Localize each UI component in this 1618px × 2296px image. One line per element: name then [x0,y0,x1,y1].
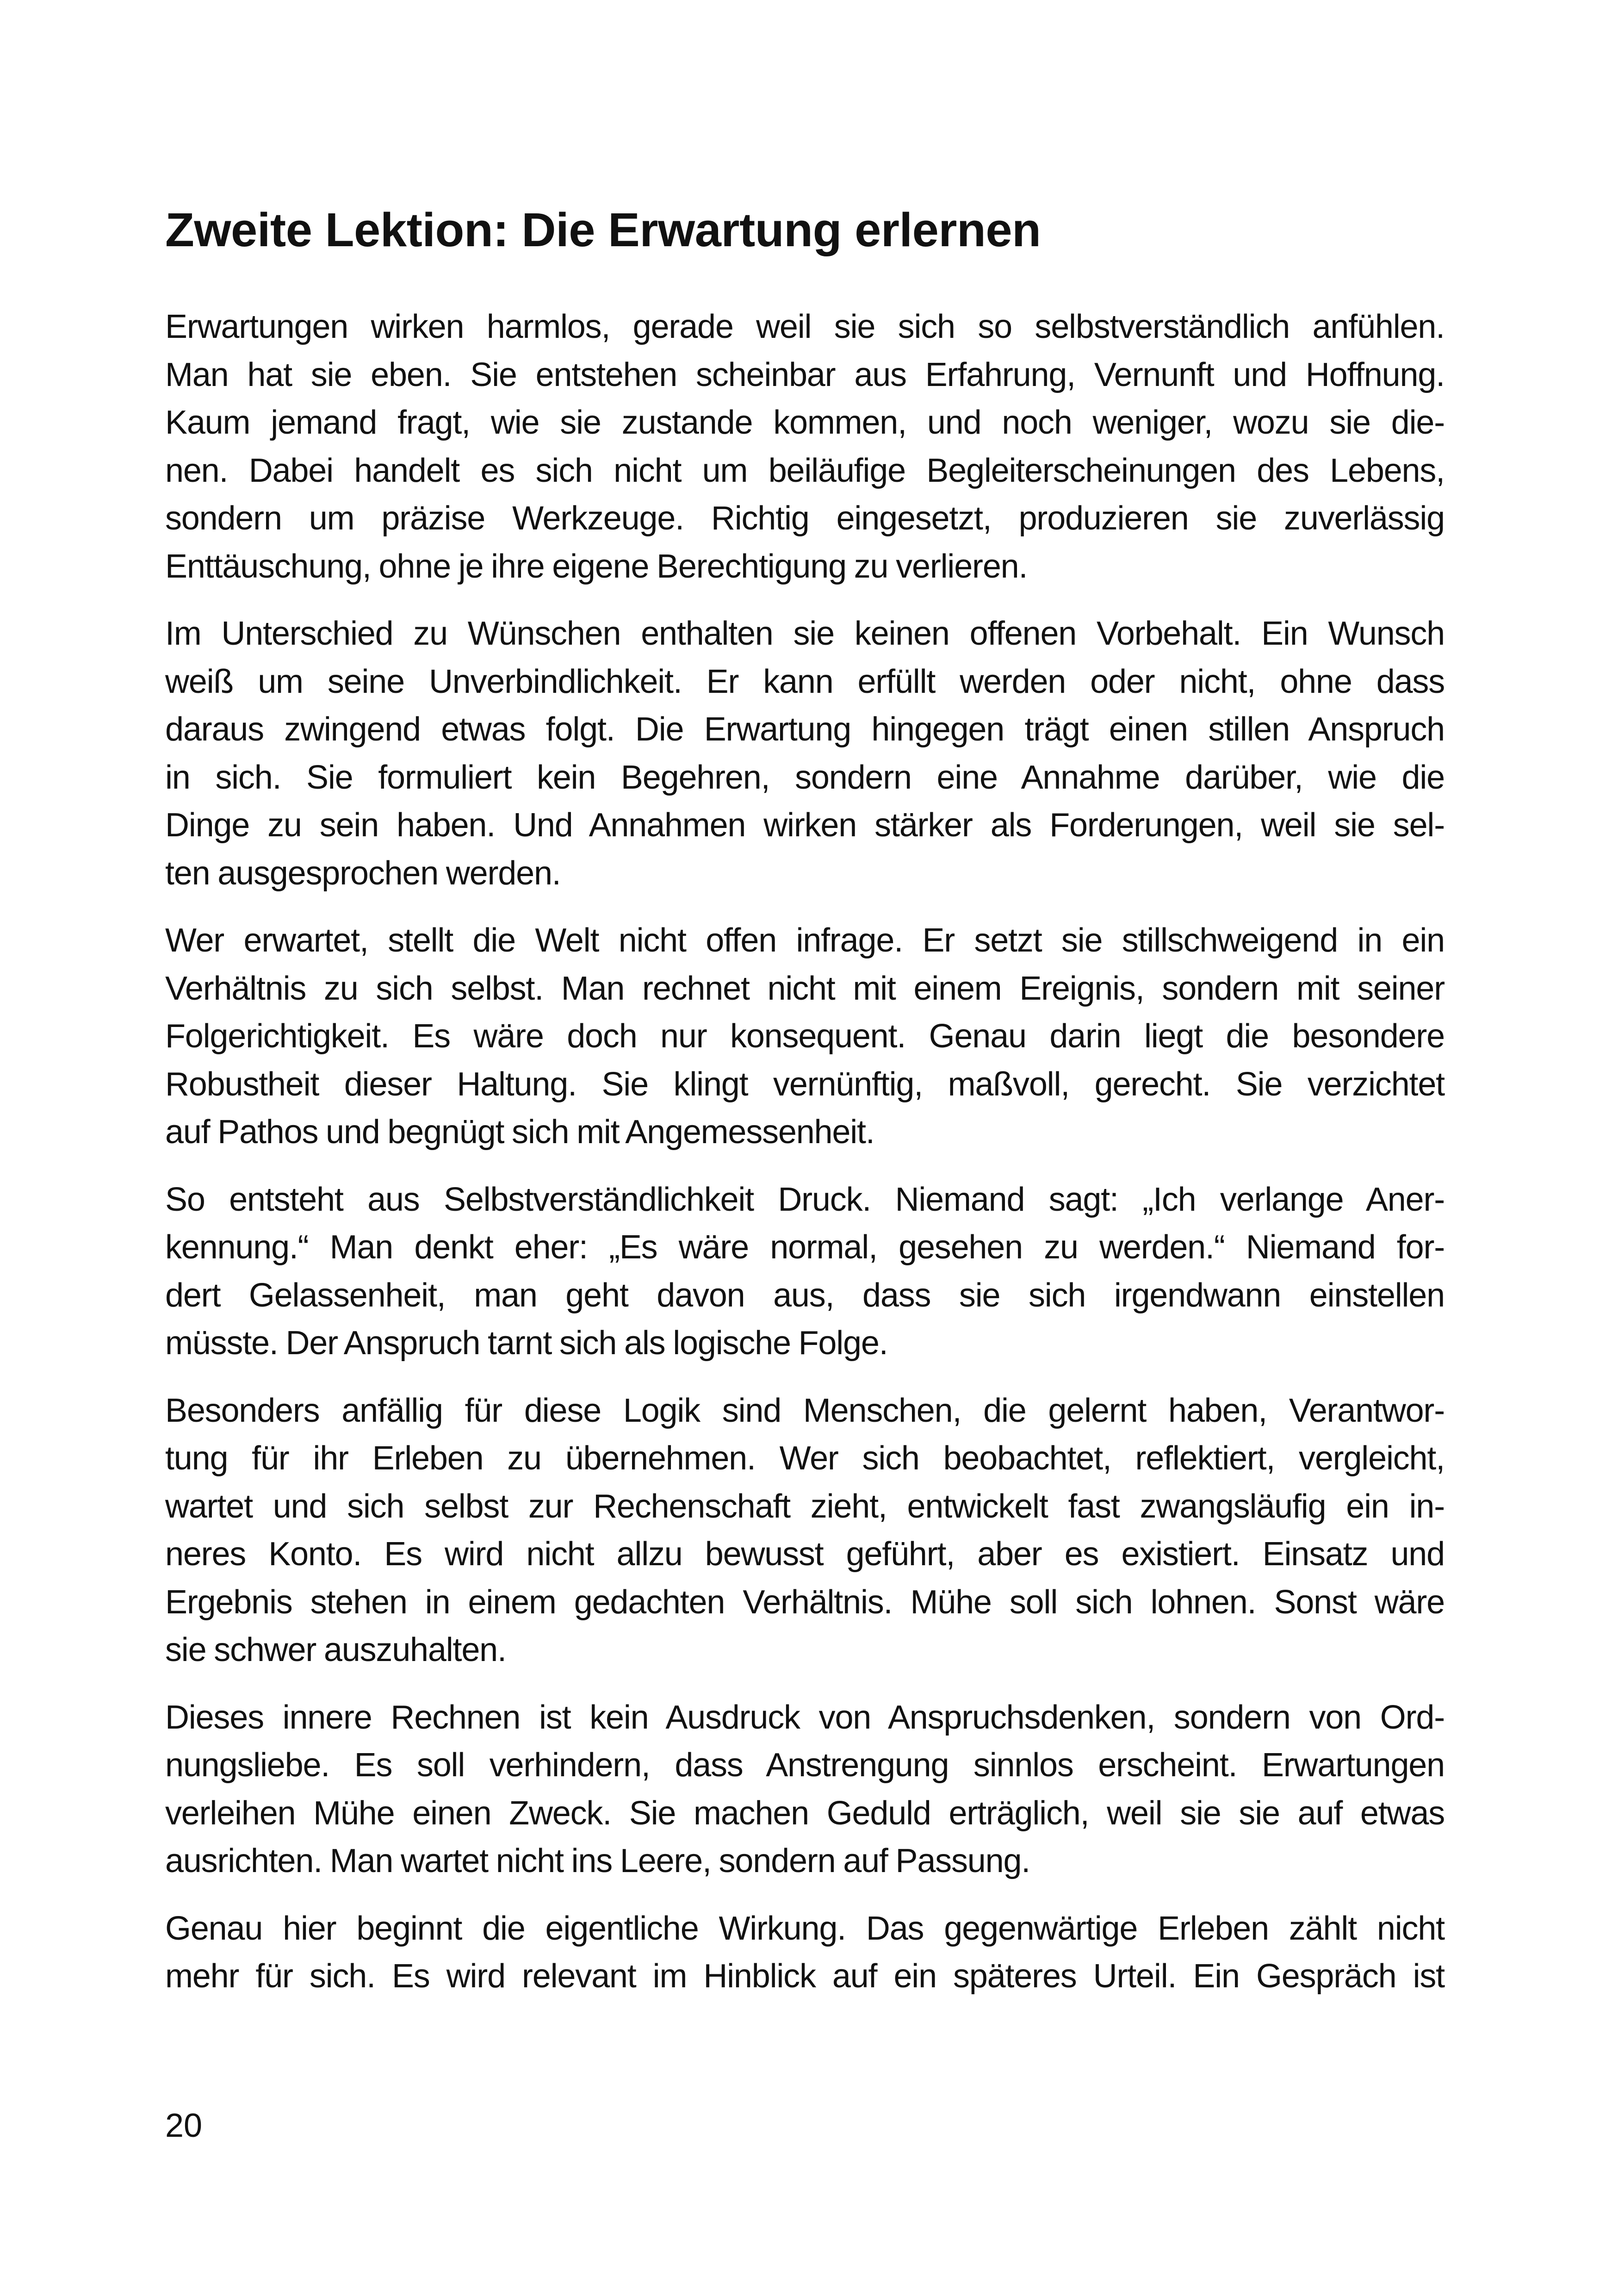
paragraph-2 [165,610,1444,897]
text-line: weiß um seine Unverbindlichkeit. Er kann erfüllt werden oder nicht, ohne dass [165,663,1444,700]
paragraph-3 [165,917,1444,1157]
text-line: Im Unterschied zu Wünschen enthalten sie keinen offenen Vorbehalt. Ein Wunsch [165,615,1444,652]
body-text [165,303,1444,2001]
text-line: Genau hier beginnt die eigentliche Wirkung. Das gegenwärtige Erleben zählt nicht [165,1910,1444,1947]
text-line: Verhältnis zu sich selbst. Man rechnet nicht mit einem Ereignis, sondern mit seiner [165,970,1444,1007]
text-line: Kaum jemand fragt, wie sie zustande kommen, und noch weniger, wozu sie die- [165,404,1444,441]
text-line: So entsteht aus Selbstverständlichkeit Druck. Niemand sagt: „Ich verlange Aner- [165,1181,1444,1218]
paragraph-7 [165,1905,1444,2001]
text-line: daraus zwingend etwas folgt. Die Erwartung hingegen trägt einen stillen Anspruch [165,711,1444,748]
text-line: Man hat sie eben. Sie entstehen scheinbar aus Erfahrung, Vernunft und Hoffnung. [165,356,1444,393]
text-line: Dinge zu sein haben. Und Annahmen wirken stärker als Forderungen, weil sie sel- [165,807,1444,844]
paragraph-6 [165,1694,1444,1885]
text-line: auf Pathos und begnügt sich mit Angemessenheit. [165,1114,874,1151]
chapter-title: Zweite Lektion: Die Erwartung erlernen [165,203,1041,256]
text-line: wartet und sich selbst zur Rechenschaft zieht, entwickelt fast zwangsläufig ein in- [165,1487,1444,1525]
text-line: sondern um präzise Werkzeuge. Richtig eingesetzt, produzieren sie zuverlässig [165,500,1444,537]
text-line: müsste. Der Anspruch tarnt sich als logische Folge. [165,1325,888,1362]
page-number: 20 [165,2107,203,2144]
text-line: neres Konto. Es wird nicht allzu bewusst geführt, aber es existiert. Einsatz und [165,1536,1444,1573]
text-line: Dieses innere Rechnen ist kein Ausdruck von Anspruchsdenken, sondern von Ord- [165,1699,1444,1736]
text-line: mehr für sich. Es wird relevant im Hinblick auf ein späteres Urteil. Ein Gespräch ist [165,1958,1444,1995]
paragraph-4 [165,1176,1444,1368]
text-line: Erwartungen wirken harmlos, gerade weil sie sich so selbstverständlich anfühlen. [165,308,1444,345]
text-line: tung für ihr Erleben zu übernehmen. Wer sich beobachtet, reflektiert, vergleicht, [165,1440,1444,1477]
text-line: ausrichten. Man wartet nicht ins Leere, sondern auf Passung. [165,1842,1030,1879]
text-line: dert Gelassenheit, man geht davon aus, dass sie sich irgendwann einstellen [165,1276,1444,1314]
text-line: Ergebnis stehen in einem gedachten Verhältnis. Mühe soll sich lohnen. Sonst wäre [165,1583,1444,1621]
text-line: Besonders anfällig für diese Logik sind Menschen, die gelernt haben, Verantwor- [165,1392,1444,1429]
paragraph-5 [165,1387,1444,1674]
paragraph-1 [165,303,1444,591]
text-line: Wer erwartet, stellt die Welt nicht offen infrage. Er setzt sie stillschweigend in ein [165,922,1444,959]
text-line: Folgerichtigkeit. Es wäre doch nur konsequent. Genau darin liegt die besondere [165,1018,1444,1055]
text-line: Enttäuschung, ohne je ihre eigene Berechtigung zu verlieren. [165,548,1028,585]
text-line: verleihen Mühe einen Zweck. Sie machen Geduld erträglich, weil sie sie auf etwas [165,1794,1444,1832]
text-line: nungsliebe. Es soll verhindern, dass Anstrengung sinnlos erscheint. Erwartungen [165,1747,1444,1784]
text-line: kennung.“ Man denkt eher: „Es wäre normal, gesehen zu werden.“ Niemand for- [165,1229,1444,1266]
text-line: Robustheit dieser Haltung. Sie klingt vernünftig, maßvoll, gerecht. Sie verzichtet [165,1065,1444,1103]
text-line: sie schwer auszuhalten. [165,1631,506,1668]
text-line: ten ausgesprochen werden. [165,854,561,892]
text-line: nen. Dabei handelt es sich nicht um beiläufige Begleiterscheinungen des Lebens, [165,452,1444,489]
text-line: in sich. Sie formuliert kein Begehren, sondern eine Annahme darüber, wie die [165,759,1444,796]
